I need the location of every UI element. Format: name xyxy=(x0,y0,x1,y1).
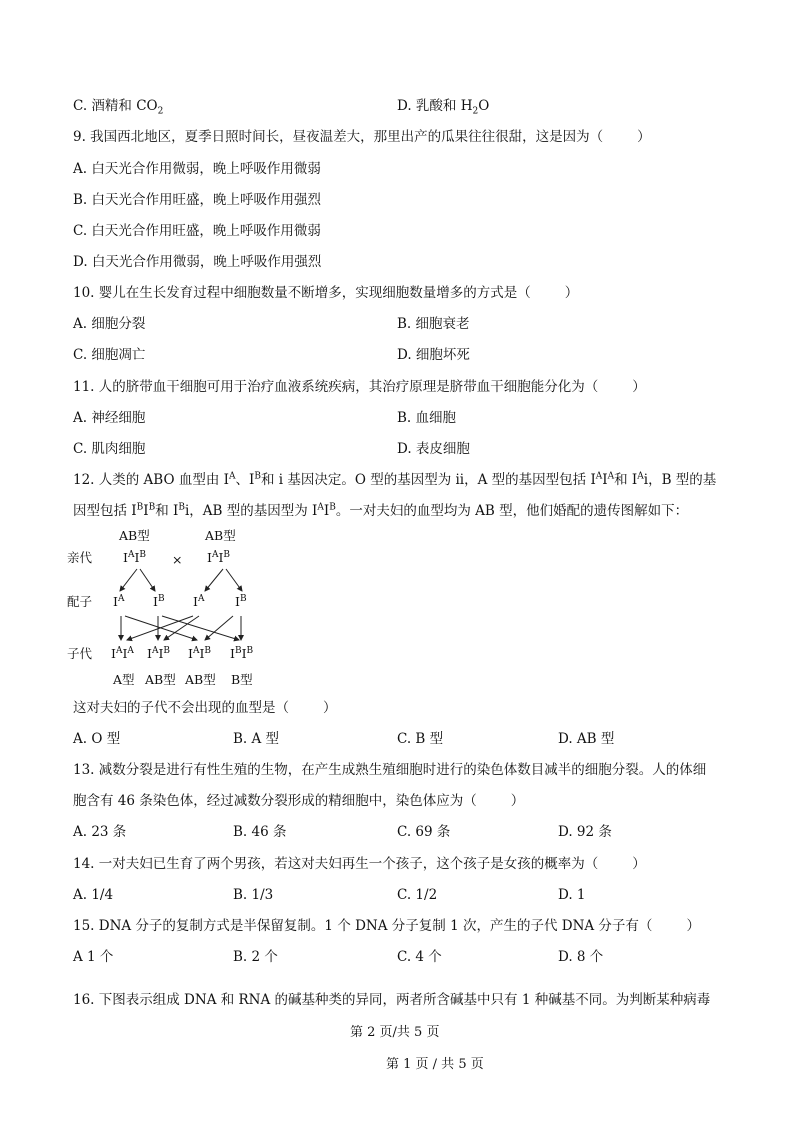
inner-page-number: 第 2 页/共 5 页 xyxy=(350,1025,440,1040)
offspring-1-genotype: $I^AI^A$ xyxy=(111,645,134,661)
q11-stem: 11. 人的脐带血干细胞可用于治疗血液系统疾病，其治疗原理是脐带血干细胞能分化为（ ） xyxy=(73,379,646,395)
q8-option-c: C. 酒精和 $CO_2$ xyxy=(73,98,164,117)
q9-stem: 9. 我国西北地区，夏季日照时间长，昼夜温差大，那里出产的瓜果往往很甜，这是因为（ ） xyxy=(73,129,651,145)
q11-option-c: C. 肌肉细胞 xyxy=(73,441,146,457)
q10-option-d: D. 细胞坏死 xyxy=(397,347,470,363)
gamete-3: $I^A$ xyxy=(193,593,205,609)
offspring-1-phenotype: A型 xyxy=(113,672,135,687)
label-gametes: 配子 xyxy=(67,594,93,609)
gamete-1: $I^A$ xyxy=(113,593,125,609)
q14-option-a: A. 1/4 xyxy=(73,887,114,903)
q9-option-c: C. 白天光合作用旺盛，晚上呼吸作用微弱 xyxy=(73,223,321,239)
genetic-cross-diagram xyxy=(65,525,265,690)
offspring-2-phenotype: AB型 xyxy=(145,672,176,687)
q13-option-d: D. 92 条 xyxy=(558,824,612,840)
offspring-4-genotype: $I^BI^B$ xyxy=(230,645,254,661)
parent1-genotype: $I^AI^B$ xyxy=(123,549,147,565)
q14-option-d: D. 1 xyxy=(558,887,586,903)
q11-option-b: B. 血细胞 xyxy=(397,410,457,426)
q15-option-d: D. 8 个 xyxy=(558,949,604,965)
offspring-3-genotype: $I^AI^B$ xyxy=(188,645,212,661)
q12-option-b: B. A 型 xyxy=(233,731,280,747)
q13-option-a: A. 23 条 xyxy=(73,824,127,840)
q11-option-a: A. 神经细胞 xyxy=(73,410,146,426)
offspring-2-genotype: $I^AI^B$ xyxy=(147,645,171,661)
label-parents: 亲代 xyxy=(67,550,93,565)
q15-option-c: C. 4 个 xyxy=(397,949,442,965)
q12-option-c: C. B 型 xyxy=(397,731,444,747)
outer-page-number: 第 1 页 / 共 5 页 xyxy=(386,1057,484,1072)
q10-option-c: C. 细胞凋亡 xyxy=(73,347,146,363)
q12-question: 这对夫妇的子代不会出现的血型是（ ） xyxy=(73,700,337,716)
gamete-2: $I^B$ xyxy=(153,593,165,609)
q12-stem-line1: 12. 人类的 ABO 血型由 $I^A$、$I^B$和 i 基因决定。O 型的基因型为 ii，A 型的基因型包括 $I^AI^A$和 $I^Ai$，B 型的基 xyxy=(73,471,717,488)
q12-stem-line2: 因型包括 $I^BI^B$和 $I^Bi$，AB 型的基因型为 $I^AI^B$。一对夫妇的血型均为 AB 型，他们婚配的遗传图解如下： xyxy=(73,502,689,519)
q10-option-a: A. 细胞分裂 xyxy=(73,316,146,332)
q16-stem: 16. 下图表示组成 DNA 和 RNA 的碱基种类的异同，两者所含碱基中只有 1 种碱基不同。为判断某种病毒 xyxy=(73,992,711,1008)
q15-option-a: A 1 个 xyxy=(73,949,114,965)
q13-option-b: B. 46 条 xyxy=(233,824,287,840)
offspring-3-phenotype: AB型 xyxy=(185,672,216,687)
q12-option-d: D. AB 型 xyxy=(558,731,615,747)
q13-option-c: C. 69 条 xyxy=(397,824,451,840)
q9-option-b: B. 白天光合作用旺盛，晚上呼吸作用强烈 xyxy=(73,192,322,208)
parent2-genotype: $I^AI^B$ xyxy=(207,549,231,565)
q13-stem-line2: 胞含有 46 条染色体，经过减数分裂形成的精细胞中，染色体应为（ ） xyxy=(73,793,525,809)
cross-symbol: × xyxy=(172,552,183,567)
q11-option-d: D. 表皮细胞 xyxy=(397,441,470,457)
q14-option-b: B. 1/3 xyxy=(233,887,274,903)
q14-option-c: C. 1/2 xyxy=(397,887,438,903)
gamete-4: $I^B$ xyxy=(235,593,247,609)
q10-stem: 10. 婴儿在生长发育过程中细胞数量不断增多，实现细胞数量增多的方式是（ ） xyxy=(73,285,579,301)
q9-option-a: A. 白天光合作用微弱，晚上呼吸作用微弱 xyxy=(73,161,321,177)
label-offspring: 子代 xyxy=(67,646,93,661)
offspring-4-phenotype: B型 xyxy=(231,672,253,687)
q12-option-a: A. O 型 xyxy=(73,731,121,747)
q15-stem: 15. DNA 分子的复制方式是半保留复制。1 个 DNA 分子复制 1 次，产生的子代 DNA 分子有（ ） xyxy=(73,918,700,934)
q15-option-b: B. 2 个 xyxy=(233,949,278,965)
q14-stem: 14. 一对夫妇已生育了两个男孩，若这对夫妇再生一个孩子，这个孩子是女孩的概率为（ ） xyxy=(73,856,646,872)
parent1-phenotype: AB型 xyxy=(119,528,150,543)
parent2-phenotype: AB型 xyxy=(205,528,236,543)
q13-stem-line1: 13. 减数分裂是进行有性生殖的生物，在产生成熟生殖细胞时进行的染色体数目减半的细胞分裂。人的体细 xyxy=(73,762,707,778)
q10-option-b: B. 细胞衰老 xyxy=(397,316,470,332)
q8-option-d: D. 乳酸和 $H_2O$ xyxy=(397,98,490,117)
q9-option-d: D. 白天光合作用微弱，晚上呼吸作用强烈 xyxy=(73,254,322,270)
